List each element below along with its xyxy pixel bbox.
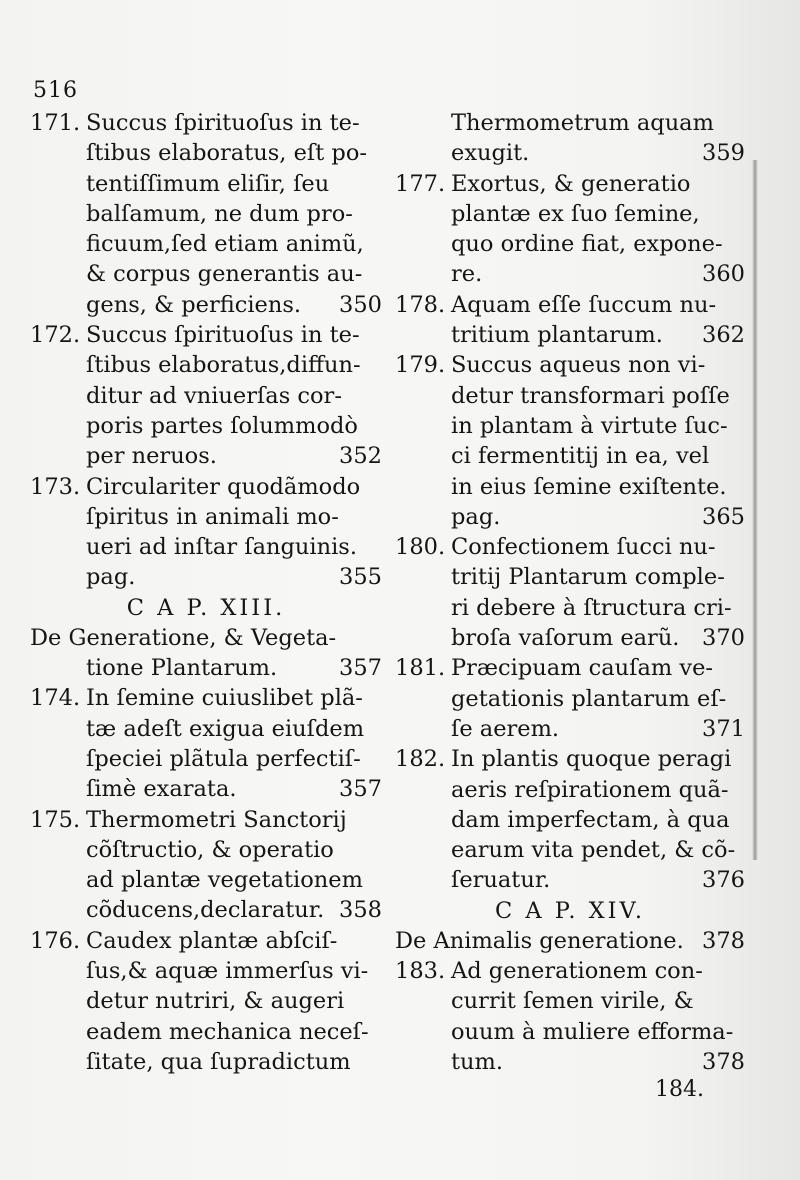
- entry-line: poris partes ſolummodò: [86, 412, 358, 439]
- entry-line: ſimè exarata. 357: [86, 774, 382, 804]
- catchword: 184.: [655, 1077, 704, 1102]
- entry-line: & corpus generantis au-: [86, 261, 363, 288]
- entry-line: Succus aqueus non vi-: [451, 352, 706, 379]
- page-reference: 360: [702, 261, 745, 288]
- entry-line: in eius ſemine exiſtente.: [451, 473, 727, 500]
- entry-line: ſeruatur. 376: [451, 865, 745, 895]
- entry-line: in plantam à virtute ſuc-: [451, 412, 728, 439]
- index-entry: [395, 956, 745, 1077]
- index-entry: [395, 290, 745, 351]
- entry-line: ri debere à ſtructura cri-: [451, 594, 732, 621]
- entry-line: aeris reſpirationem quã-: [451, 776, 729, 803]
- index-entry: [30, 108, 382, 320]
- page-reference: 352: [339, 443, 382, 470]
- entry-line: ficuum,ſed etiam animũ,: [86, 231, 364, 258]
- entry-line: In plantis quoque peragi: [451, 746, 732, 773]
- entry-number: 181.: [395, 655, 446, 682]
- index-entry-continued: [395, 108, 745, 169]
- entry-text: [451, 108, 745, 169]
- page-gutter-shadow: [752, 160, 758, 860]
- entry-line: tæ adeſt exigua eiuſdem: [86, 715, 365, 742]
- entry-number: 173.: [30, 473, 81, 500]
- entry-line: ouum à muliere efforma-: [451, 1018, 734, 1045]
- page-reference: 365: [702, 503, 745, 530]
- entry-number: 178.: [395, 291, 446, 318]
- page-reference: 378: [702, 1048, 745, 1075]
- page-reference: 359: [702, 140, 745, 167]
- index-entry: [395, 653, 745, 744]
- entry-line: Præcipuam cauſam ve-: [451, 655, 714, 682]
- entry-line: detur transformari poſſe: [451, 382, 730, 409]
- index-entry: [30, 805, 382, 926]
- entry-line: ſtibus elaboratus, eſt po-: [86, 140, 367, 167]
- entry-line: De Animalis generatione. 378: [395, 926, 745, 956]
- entry-text: [451, 532, 745, 653]
- entry-text: [86, 472, 382, 593]
- chapter-heading: C A P. XIII.: [126, 594, 286, 621]
- right-column: [395, 108, 745, 1077]
- entry-line: Ad generationem con-: [451, 958, 703, 985]
- entry-number: 182.: [395, 746, 446, 773]
- entry-number: 180.: [395, 534, 446, 561]
- entry-line: quo ordine fiat, expone-: [451, 231, 723, 258]
- page-reference: 350: [339, 291, 382, 318]
- page-reference: 376: [702, 867, 745, 894]
- entry-number: 175.: [30, 806, 81, 833]
- entry-line: Circulariter quodãmodo: [86, 473, 361, 500]
- chapter-title: [395, 926, 745, 956]
- entry-line: ueri ad inſtar ſanguinis.: [86, 534, 357, 561]
- entry-line: pag. 365: [451, 502, 745, 532]
- entry-line: ſe aerem. 371: [451, 714, 745, 744]
- entry-line: tum. 378: [451, 1047, 745, 1077]
- entry-number: 174.: [30, 685, 81, 712]
- entry-line: Aquam eſſe ſuccum nu-: [451, 291, 717, 318]
- entry-line: Caudex plantæ abſciſ-: [86, 927, 338, 954]
- entry-number: 176.: [30, 927, 81, 954]
- index-entry: [395, 744, 745, 895]
- entry-text: [451, 653, 745, 744]
- entry-number: 183.: [395, 958, 446, 985]
- chapter-title: [30, 623, 382, 684]
- page-reference: 371: [702, 715, 745, 742]
- entry-number: 171.: [30, 110, 81, 136]
- page-number: 516: [33, 78, 78, 103]
- entry-line: plantæ ex ſuo ſemine,: [451, 200, 700, 227]
- entry-line: Succus ſpirituoſus in te-: [86, 110, 360, 136]
- entry-line: dam imperfectam, à qua: [451, 806, 730, 833]
- index-entry: [395, 532, 745, 653]
- entry-text: [451, 169, 745, 290]
- entry-line: tentiſſimum eliſir, ſeu: [86, 170, 330, 197]
- entry-line: broſa vaſorum earũ. 370: [451, 623, 745, 653]
- entry-line: ditur ad vniuerſas cor-: [86, 382, 342, 409]
- index-entry: [30, 472, 382, 593]
- entry-line: Confectionem ſucci nu-: [451, 534, 716, 561]
- entry-line: re. 360: [451, 259, 745, 289]
- index-entry: [30, 320, 382, 471]
- page-reference: 357: [339, 655, 382, 682]
- entry-line: cõducens,declaratur. 358: [86, 895, 382, 925]
- entry-line: getationis plantarum eſ-: [451, 685, 727, 712]
- entry-line: De Generatione, & Vegeta-: [30, 624, 337, 651]
- entry-line: currit ſemen virile, &: [451, 988, 694, 1015]
- page-reference: 370: [702, 625, 745, 652]
- entry-line: tritij Plantarum comple-: [451, 564, 725, 591]
- entry-line: gens, & perficiens. 350: [86, 290, 382, 320]
- entry-text: [86, 683, 382, 804]
- entry-line: ſitate, qua ſupradictum: [86, 1048, 351, 1075]
- entry-line: detur nutriri, & augeri: [86, 988, 345, 1015]
- entry-number: 179.: [395, 352, 446, 379]
- entry-line: earum vita pendet, & cõ-: [451, 837, 736, 864]
- entry-line: In ſemine cuiuslibet plã-: [86, 685, 363, 712]
- entry-text: [86, 926, 382, 1077]
- page-reference: 355: [339, 564, 382, 591]
- entry-text: [86, 805, 382, 926]
- entry-line: ſus,& aquæ immerſus vi-: [86, 958, 369, 985]
- entry-line: ſpiritus in animali mo-: [86, 503, 339, 530]
- entry-line: pag. 355: [86, 562, 382, 592]
- entry-line: ſpeciei plãtula perfectiſ-: [86, 745, 361, 772]
- entry-number-spacer: [395, 108, 451, 169]
- entry-line: balſamum, ne dum pro-: [86, 200, 353, 227]
- entry-line: ad plantæ vegetationem: [86, 867, 363, 894]
- index-entry: [395, 350, 745, 532]
- entry-number: 177.: [395, 170, 446, 197]
- entry-line: Exortus, & generatio: [451, 170, 691, 197]
- entry-line: ci fermentitij in ea, vel: [451, 443, 710, 470]
- entry-text: [86, 320, 382, 471]
- entry-text: [451, 290, 745, 351]
- entry-text: [86, 108, 382, 320]
- index-entry: [395, 169, 745, 290]
- index-entry: [30, 683, 382, 804]
- chapter-heading: C A P. XIV.: [494, 897, 646, 924]
- entry-line: Thermometrum aquam: [451, 110, 714, 136]
- entry-line: eadem mechanica neceſ-: [86, 1018, 369, 1045]
- entry-line: ſtibus elaboratus,diffun-: [86, 352, 361, 379]
- entry-line: per neruos. 352: [86, 441, 382, 471]
- page-reference: 378: [702, 927, 745, 954]
- left-column: [30, 108, 382, 1077]
- entry-text: [451, 744, 745, 895]
- index-entry: [30, 926, 382, 1077]
- entry-line: tione Plantarum. 357: [30, 653, 382, 683]
- entry-line: Succus ſpirituoſus in te-: [86, 322, 360, 349]
- entry-text: [451, 350, 745, 532]
- entry-line: tritium plantarum. 362: [451, 320, 745, 350]
- page-reference: 358: [339, 897, 382, 924]
- page-reference: 357: [339, 776, 382, 803]
- entry-number: 172.: [30, 322, 81, 349]
- entry-line: cõſtructio, & operatio: [86, 836, 334, 863]
- entry-text: [451, 956, 745, 1077]
- entry-line: exugit. 359: [451, 138, 745, 168]
- page-reference: 362: [702, 322, 745, 349]
- entry-line: Thermometri Sanctorij: [86, 806, 347, 833]
